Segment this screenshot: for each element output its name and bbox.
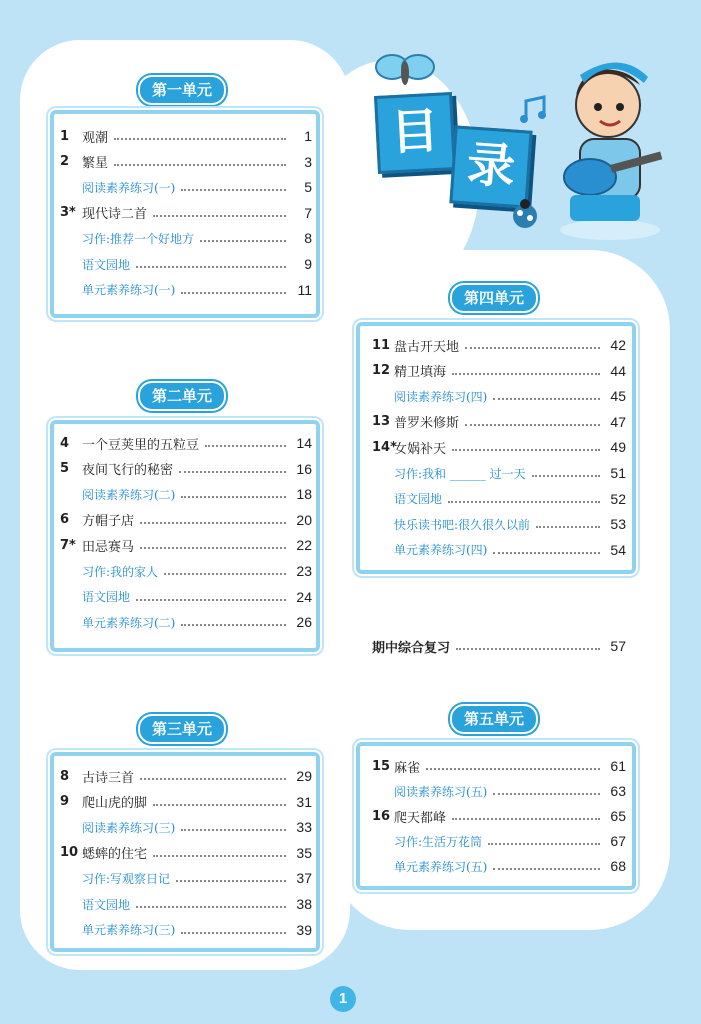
- lesson-title: 单元素养练习(一): [82, 283, 176, 298]
- page-number-ref: 14: [296, 435, 312, 451]
- toc-row[interactable]: [372, 461, 626, 485]
- lesson-title: 习作:生活万花筒: [394, 834, 483, 849]
- lesson-number: 11: [372, 337, 391, 353]
- lesson-number: 13: [372, 414, 391, 430]
- lesson-title: 语文园地: [82, 257, 131, 272]
- lesson-title: 田忌赛马: [82, 539, 135, 555]
- page-number-ref: 54: [610, 541, 626, 558]
- ladybug-icon: [505, 198, 545, 230]
- leader-dots: [181, 624, 286, 626]
- page-number-ref: 39: [296, 921, 312, 938]
- toc-row[interactable]: [372, 829, 626, 853]
- page-number-ref: 38: [296, 896, 312, 912]
- leader-dots: [452, 373, 600, 375]
- lesson-title: 单元素养练习(二): [82, 615, 176, 630]
- toc-row[interactable]: [372, 435, 626, 459]
- lesson-title: 观潮: [82, 130, 109, 146]
- toc-row[interactable]: [372, 754, 626, 778]
- toc-row[interactable]: [372, 333, 626, 357]
- lesson-title: 现代诗二首: [82, 207, 148, 223]
- lesson-number: 2: [60, 154, 70, 170]
- toc-row[interactable]: [372, 512, 626, 536]
- lesson-number: 1: [60, 128, 70, 144]
- toc-row[interactable]: [60, 150, 312, 174]
- leader-dots: [181, 932, 286, 934]
- page-number-ref: 8: [304, 230, 312, 247]
- leader-dots: [140, 778, 286, 780]
- toc-row[interactable]: [60, 278, 312, 302]
- leader-dots: [176, 880, 286, 882]
- toc-row[interactable]: [60, 585, 312, 609]
- lesson-title: 繁星: [82, 156, 109, 172]
- leader-dots: [488, 843, 600, 845]
- leader-dots: [140, 522, 286, 524]
- page-number-ref: 45: [610, 388, 626, 405]
- page-number-ref: 33: [296, 819, 312, 836]
- toc-row[interactable]: [60, 918, 312, 942]
- page-number: 1: [330, 986, 356, 1012]
- lesson-title: 阅读素养练习(五): [394, 784, 488, 799]
- page-number-ref: 68: [610, 858, 626, 874]
- leader-dots: [536, 526, 600, 528]
- lesson-title: 一个豆荚里的五粒豆: [82, 437, 200, 453]
- page-number-ref: 37: [296, 870, 312, 887]
- page-number-ref: 47: [610, 413, 626, 430]
- toc-row[interactable]: [60, 559, 312, 583]
- page-number-ref: 22: [296, 537, 312, 554]
- toc-row[interactable]: [60, 866, 312, 890]
- page-number-ref: 44: [610, 362, 626, 379]
- unit-3-badge: 第三单元: [138, 714, 226, 744]
- toc-row[interactable]: [372, 779, 626, 803]
- page-number-ref: 16: [296, 460, 312, 477]
- lesson-title: 爬天都峰: [394, 810, 447, 826]
- boy-with-guitar-icon: [540, 55, 670, 245]
- leader-dots: [493, 552, 600, 554]
- leader-dots: [136, 599, 286, 601]
- leader-dots: [153, 855, 286, 857]
- unit-1-badge: 第一单元: [138, 75, 226, 105]
- lesson-title: 普罗米修斯: [394, 416, 460, 432]
- toc-row[interactable]: [372, 538, 626, 562]
- page-number-ref: 31: [296, 793, 312, 810]
- toc-row[interactable]: [60, 790, 312, 814]
- lesson-number: 4: [60, 435, 70, 451]
- leader-dots: [114, 138, 286, 140]
- lesson-title: 女娲补天: [394, 441, 447, 457]
- page-number-ref: 3: [304, 153, 312, 170]
- lesson-title: 阅读素养练习(二): [82, 487, 176, 502]
- toc-row[interactable]: [60, 610, 312, 634]
- toc-row[interactable]: [60, 764, 312, 788]
- leader-dots: [153, 215, 286, 217]
- lesson-title: 阅读素养练习(三): [82, 820, 176, 835]
- leader-dots: [164, 573, 286, 575]
- unit-4-badge: 第四单元: [450, 283, 538, 313]
- toc-row[interactable]: [372, 804, 626, 828]
- leader-dots: [114, 164, 286, 166]
- lesson-number: 9: [60, 794, 70, 810]
- toc-row[interactable]: [60, 892, 312, 916]
- toc-row[interactable]: [60, 226, 312, 250]
- page-number-ref: 35: [296, 844, 312, 861]
- toc-row[interactable]: [60, 482, 312, 506]
- page-number-ref: 51: [610, 465, 626, 481]
- page-number-ref: 20: [296, 511, 312, 528]
- lesson-title: 习作:推荐一个好地方: [82, 231, 195, 246]
- page-number-ref: 9: [304, 256, 312, 272]
- leader-dots: [465, 347, 600, 349]
- lesson-title: 阅读素养练习(一): [82, 180, 176, 195]
- title-char-1: 目: [374, 92, 456, 174]
- lesson-title: 方帽子店: [82, 514, 135, 530]
- toc-row[interactable]: [60, 533, 312, 557]
- page-number-ref: 29: [296, 768, 312, 784]
- unit-5-badge: 第五单元: [450, 704, 538, 734]
- lesson-title: 爬山虎的脚: [82, 796, 148, 812]
- leader-dots: [456, 648, 600, 650]
- leader-dots: [448, 501, 600, 503]
- page-number-ref: 63: [610, 783, 626, 799]
- leader-dots: [452, 818, 600, 820]
- toc-row[interactable]: [60, 201, 312, 225]
- lesson-number: 15: [372, 758, 391, 774]
- leader-dots: [181, 829, 286, 831]
- page-number-ref: 26: [296, 614, 312, 631]
- lesson-number: 12: [372, 363, 391, 379]
- lesson-title: 单元素养练习(五): [394, 859, 488, 874]
- lesson-number: 3*: [60, 205, 76, 221]
- toc-row[interactable]: [60, 815, 312, 839]
- page-number-ref: 53: [610, 516, 626, 533]
- page-number-ref: 1: [304, 128, 312, 144]
- butterfly-icon: [370, 45, 440, 95]
- lesson-number: 8: [60, 768, 70, 784]
- page-number-ref: 65: [610, 808, 626, 824]
- toc-row[interactable]: [60, 175, 312, 199]
- lesson-title: 麻雀: [394, 760, 421, 776]
- lesson-title: 习作:我和 ______ 过一天: [394, 466, 526, 481]
- lesson-title: 夜间飞行的秘密: [82, 463, 174, 479]
- lesson-title: 单元素养练习(三): [82, 923, 176, 938]
- leader-dots: [181, 496, 286, 498]
- lesson-title: 习作:写观察日记: [82, 871, 171, 886]
- leader-dots: [493, 868, 600, 870]
- lesson-title: 语文园地: [82, 590, 131, 605]
- lesson-number: 5: [60, 461, 70, 477]
- page-number-ref: 52: [610, 490, 626, 507]
- lesson-title: 语文园地: [82, 897, 131, 912]
- leader-dots: [452, 449, 600, 451]
- title-char-2: 录: [449, 125, 532, 208]
- leader-dots: [205, 445, 286, 447]
- lesson-title: 单元素养练习(四): [394, 543, 488, 558]
- page-number-ref: 61: [610, 758, 626, 774]
- lesson-number: 16: [372, 808, 391, 824]
- leader-dots: [153, 804, 286, 806]
- toc-row[interactable]: [372, 854, 626, 878]
- page-number-ref: 7: [304, 204, 312, 221]
- toc-row[interactable]: [372, 384, 626, 408]
- toc-row[interactable]: [372, 359, 626, 383]
- leader-dots: [136, 266, 286, 268]
- leader-dots: [140, 547, 286, 549]
- page-number-ref: 23: [296, 563, 312, 579]
- lesson-title: 精卫填海: [394, 365, 447, 381]
- page-number-ref: 5: [304, 179, 312, 196]
- lesson-title: 古诗三首: [82, 770, 135, 786]
- lesson-number: 10: [60, 845, 79, 861]
- toc-row[interactable]: [372, 487, 626, 511]
- toc-row[interactable]: [372, 410, 626, 434]
- leader-dots: [493, 398, 600, 400]
- toc-row[interactable]: [60, 252, 312, 276]
- toc-row[interactable]: [60, 124, 312, 148]
- leader-dots: [136, 906, 286, 908]
- toc-row[interactable]: [60, 457, 312, 481]
- leader-dots: [426, 768, 600, 770]
- leader-dots: [200, 240, 286, 242]
- lesson-title: 语文园地: [394, 492, 443, 507]
- leader-dots: [181, 292, 286, 294]
- leader-dots: [179, 471, 286, 473]
- toc-row[interactable]: [60, 508, 312, 532]
- leader-dots: [532, 475, 600, 477]
- lesson-title: 快乐读书吧:很久很久以前: [394, 517, 531, 532]
- page-number-ref: 42: [610, 337, 626, 353]
- lesson-title: 盘古开天地: [394, 339, 460, 355]
- page-number-ref: 49: [610, 439, 626, 456]
- page-number-ref: 18: [296, 486, 312, 503]
- lesson-title: 习作:我的家人: [82, 564, 159, 579]
- page-number-ref: 24: [296, 588, 312, 605]
- leader-dots: [493, 793, 600, 795]
- midterm-review-page: 57: [610, 638, 626, 654]
- leader-dots: [465, 424, 600, 426]
- page-number-ref: 11: [297, 281, 312, 298]
- toc-row[interactable]: [60, 841, 312, 865]
- page-number-ref: 67: [610, 833, 626, 849]
- lesson-number: 7*: [60, 537, 76, 553]
- lesson-number: 6: [60, 512, 70, 528]
- lesson-title: 阅读素养练习(四): [394, 389, 488, 404]
- lesson-title: 蟋蟀的住宅: [82, 847, 148, 863]
- leader-dots: [181, 189, 286, 191]
- toc-row[interactable]: [60, 431, 312, 455]
- midterm-review-title: 期中综合复习: [372, 640, 451, 656]
- midterm-review-row[interactable]: [372, 634, 626, 658]
- unit-2-badge: 第二单元: [138, 381, 226, 411]
- lesson-number: 14*: [372, 439, 397, 455]
